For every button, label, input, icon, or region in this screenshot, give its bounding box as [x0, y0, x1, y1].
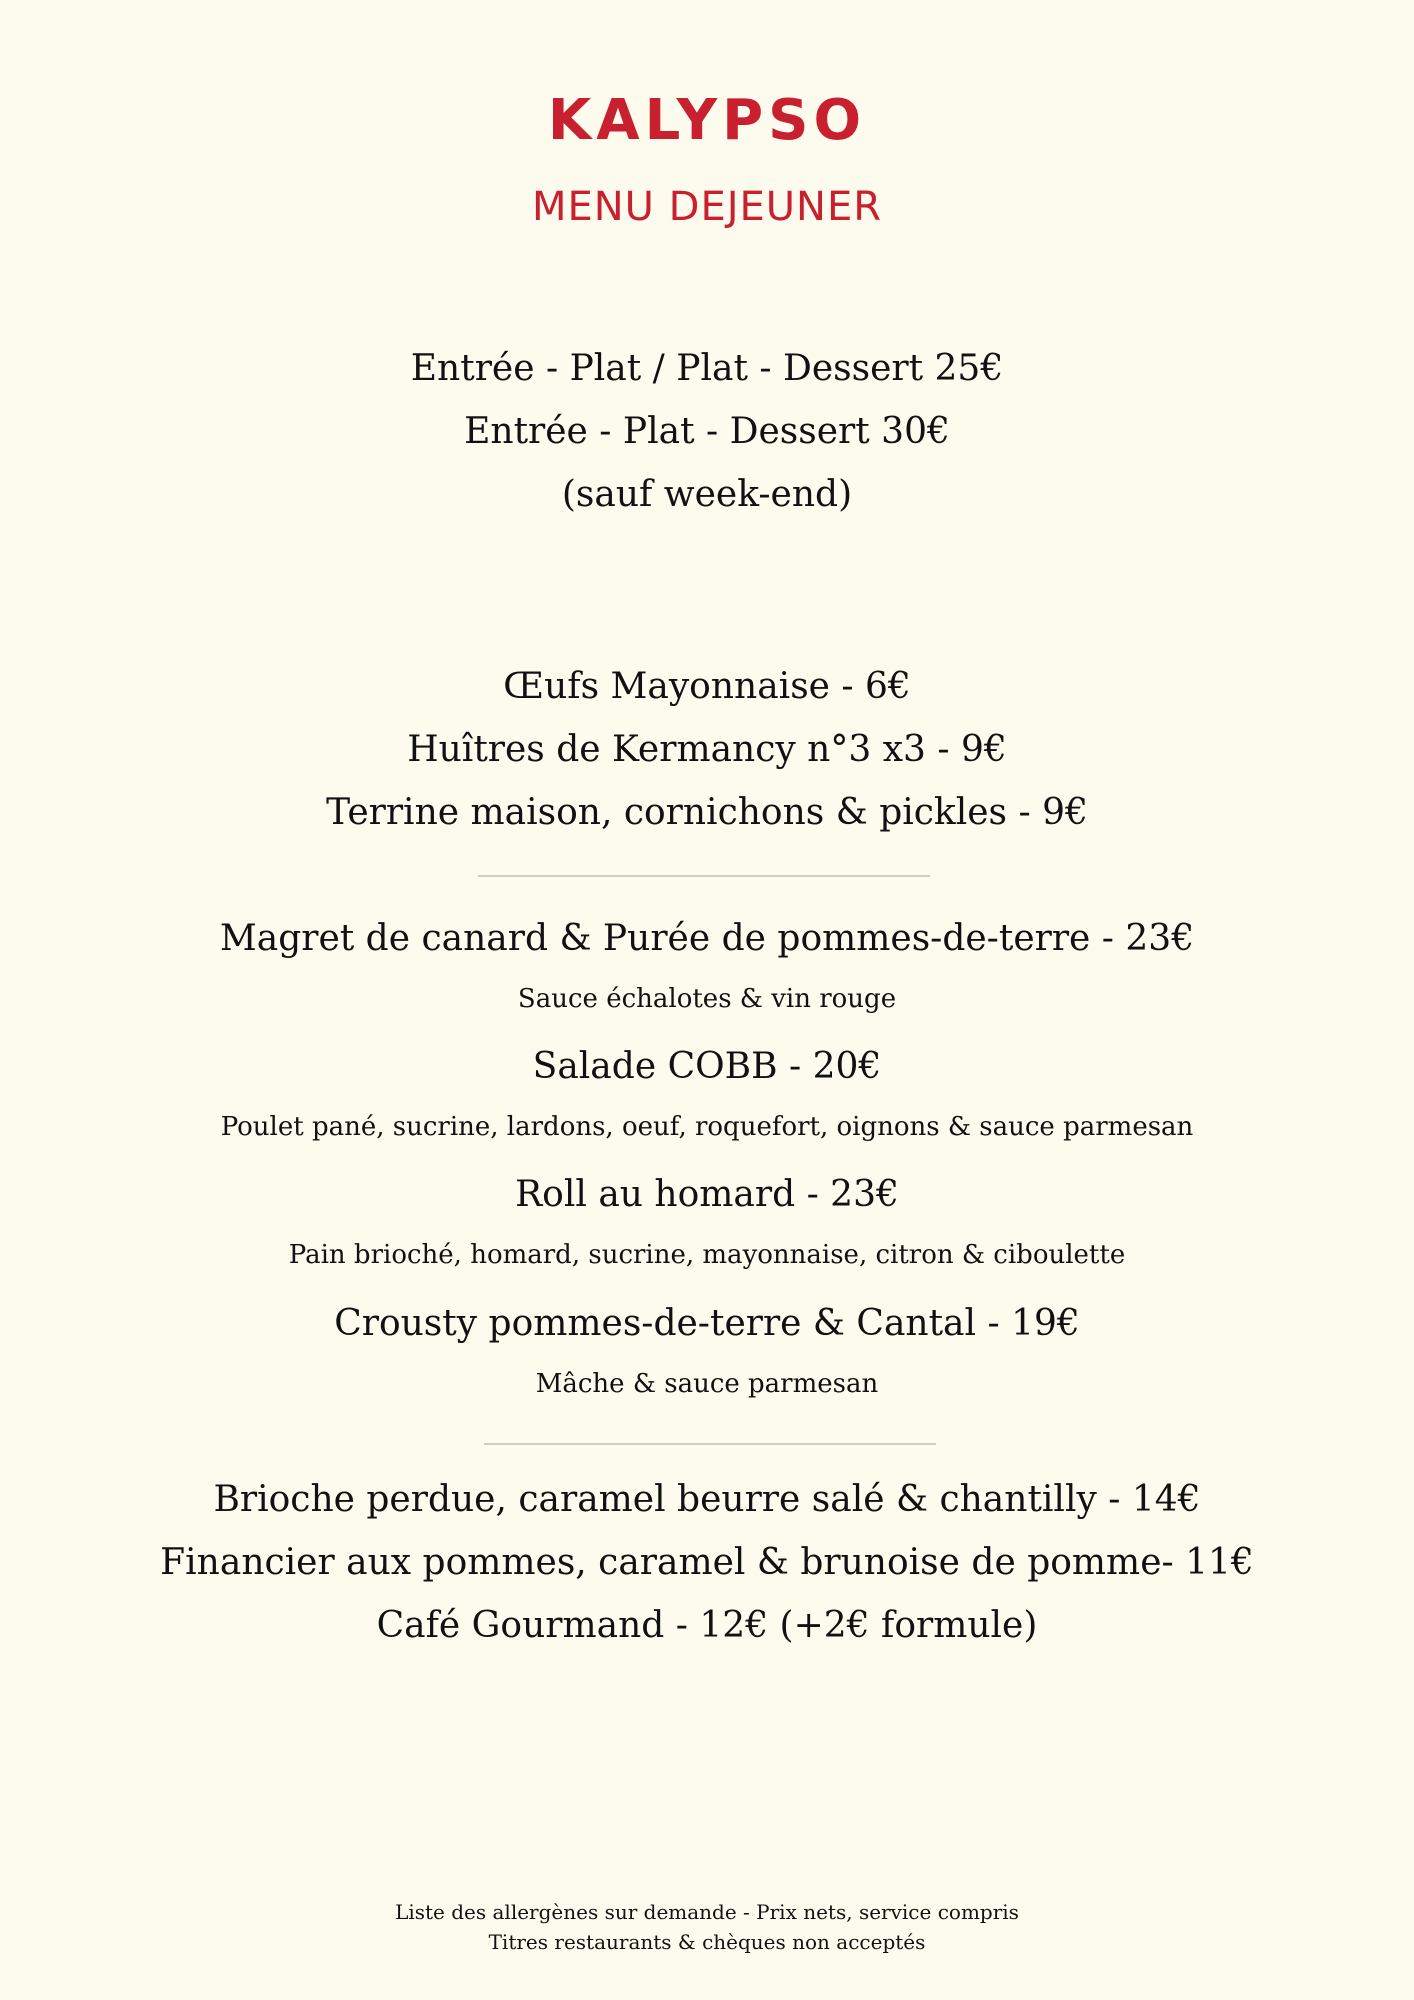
- restaurant-name: KALYPSO: [547, 88, 867, 153]
- footer-payment-note: Titres restaurants & chèques non acceptés: [488, 1930, 926, 1954]
- main-dish-name: Crousty pommes-de-terre & Cantal - 19€: [334, 1303, 1080, 1344]
- main-dish-description: Mâche & sauce parmesan: [535, 1369, 879, 1399]
- formula-line: Entrée - Plat - Dessert 30€: [464, 411, 950, 452]
- menu-title: MENU DEJEUNER: [531, 184, 883, 230]
- main-dish-name: Magret de canard & Purée de pommes-de-terre - 23€: [219, 918, 1195, 959]
- main-dish-description: Sauce échalotes & vin rouge: [517, 984, 897, 1014]
- section-divider: [478, 875, 930, 877]
- formula-line: Entrée - Plat / Plat - Dessert 25€: [410, 348, 1004, 389]
- dessert-item: Café Gourmand - 12€ (+2€ formule): [376, 1605, 1038, 1646]
- dessert-item: Brioche perdue, caramel beurre salé & chantilly - 14€: [213, 1479, 1201, 1520]
- formula-note: (sauf week-end): [561, 474, 853, 515]
- starter-item: Œufs Mayonnaise - 6€: [503, 666, 911, 707]
- dessert-item: Financier aux pommes, caramel & brunoise de pomme- 11€: [160, 1542, 1254, 1583]
- main-dish-description: Poulet pané, sucrine, lardons, oeuf, roquefort, oignons & sauce parmesan: [220, 1112, 1194, 1142]
- main-dish-name: Roll au homard - 23€: [515, 1174, 899, 1215]
- main-dish-description: Pain brioché, homard, sucrine, mayonnaise, citron & ciboulette: [288, 1240, 1126, 1270]
- starter-item: Huîtres de Kermancy n°3 x3 - 9€: [407, 729, 1007, 770]
- section-divider: [484, 1443, 936, 1445]
- starter-item: Terrine maison, cornichons & pickles - 9€: [326, 792, 1088, 833]
- footer-allergens-note: Liste des allergènes sur demande - Prix nets, service compris: [395, 1900, 1019, 1924]
- main-dish-name: Salade COBB - 20€: [532, 1046, 882, 1087]
